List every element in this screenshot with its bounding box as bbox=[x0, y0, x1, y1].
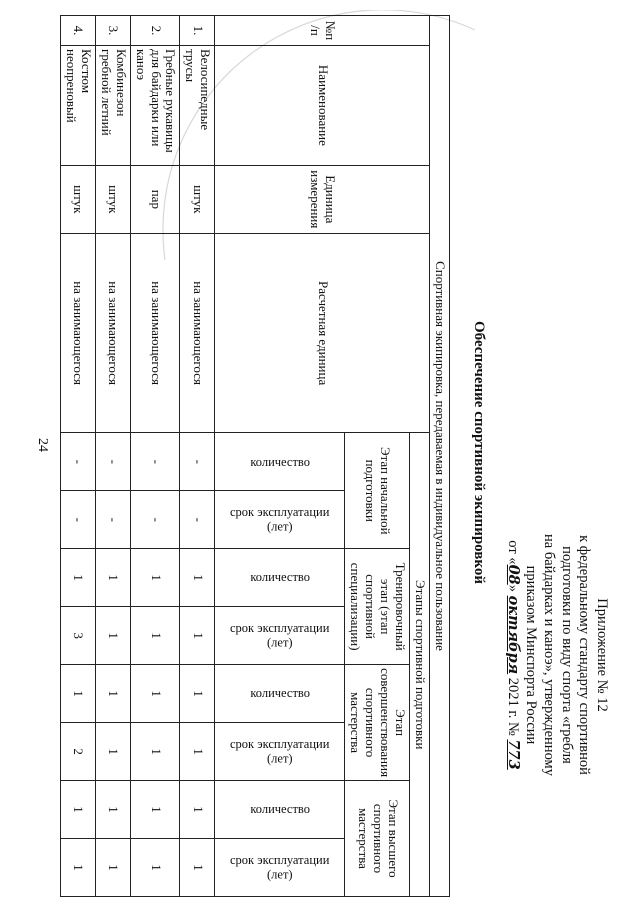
table-row bbox=[60, 16, 95, 897]
row-value: 1 bbox=[60, 549, 95, 607]
table-row bbox=[180, 16, 215, 897]
appendix-line: приказом Минспорта России bbox=[523, 565, 540, 745]
sub-header-term bbox=[215, 607, 345, 665]
sub-header-qty-label: количество bbox=[250, 802, 310, 817]
row-value: - bbox=[130, 491, 180, 549]
sub-header-qty bbox=[215, 665, 345, 723]
row-value: 1 bbox=[95, 838, 130, 896]
sub-header-qty bbox=[215, 781, 345, 839]
col-unit-header: Единица измерения bbox=[215, 165, 430, 233]
row-value: 1 bbox=[60, 781, 95, 839]
stage-header: Этап высшего спортивного мастерства bbox=[345, 781, 410, 897]
date-suffix: 2021 г. № bbox=[504, 674, 521, 740]
row-num: 1. bbox=[180, 16, 215, 46]
col-calc-header: Расчетная единица bbox=[215, 233, 430, 433]
date-month: октября bbox=[504, 595, 522, 675]
row-value: 1 bbox=[130, 838, 180, 896]
row-value: - bbox=[95, 491, 130, 549]
order-number: 773 bbox=[504, 739, 522, 770]
row-value: 1 bbox=[180, 607, 215, 665]
row-value: 1 bbox=[130, 781, 180, 839]
row-value: 2 bbox=[60, 723, 95, 781]
row-value: - bbox=[95, 433, 130, 491]
row-value: 1 bbox=[180, 838, 215, 896]
row-value: 1 bbox=[95, 781, 130, 839]
row-unit: штук bbox=[180, 165, 215, 233]
row-name: Велосипедные трусы bbox=[180, 45, 215, 165]
row-unit: штук bbox=[60, 165, 95, 233]
row-value: - bbox=[180, 491, 215, 549]
sub-header-qty-label: количество bbox=[250, 686, 310, 701]
row-value: 1 bbox=[60, 838, 95, 896]
col-num-header: №п /п bbox=[215, 16, 430, 46]
row-value: 1 bbox=[60, 665, 95, 723]
appendix-line: Приложение № 12 bbox=[594, 598, 610, 712]
sub-header-qty bbox=[215, 433, 345, 491]
row-unit: штук bbox=[95, 165, 130, 233]
row-num: 4. bbox=[60, 16, 95, 46]
row-value: 1 bbox=[130, 607, 180, 665]
row-value: 1 bbox=[130, 549, 180, 607]
equipment-table bbox=[60, 15, 450, 897]
row-num: 3. bbox=[95, 16, 130, 46]
document-title: Обеспечение спортивной экипировкой bbox=[471, 320, 487, 584]
row-value: - bbox=[130, 433, 180, 491]
row-value: 1 bbox=[180, 723, 215, 781]
row-value: - bbox=[60, 433, 95, 491]
row-value: 1 bbox=[180, 549, 215, 607]
stage-header: Этап совершенствования спортивного мастерства bbox=[345, 665, 410, 781]
row-name: Костюм неопреновый bbox=[60, 45, 95, 165]
row-value: 1 bbox=[95, 549, 130, 607]
row-value: 1 bbox=[95, 665, 130, 723]
sub-header-term bbox=[215, 723, 345, 781]
page-number: 24 bbox=[35, 438, 50, 452]
sub-header-term-label: срок эксплуатации (лет) bbox=[230, 505, 330, 534]
row-value: 1 bbox=[180, 665, 215, 723]
appendix-date-line bbox=[503, 445, 522, 865]
row-value: 1 bbox=[180, 781, 215, 839]
row-value: - bbox=[180, 433, 215, 491]
sub-header-term bbox=[215, 838, 345, 896]
row-value: 1 bbox=[130, 665, 180, 723]
sub-header-qty-label: количество bbox=[250, 454, 310, 469]
row-calc: на занимающегося bbox=[95, 233, 130, 433]
row-calc: на занимающегося bbox=[180, 233, 215, 433]
row-num: 2. bbox=[130, 16, 180, 46]
appendix-line: на байдарках и каноэ», утвержденному bbox=[540, 534, 557, 776]
row-calc: на занимающегося bbox=[60, 233, 95, 433]
row-name: Комбинезон гребной летний bbox=[95, 45, 130, 165]
appendix-line: подготовки по виду спорта «гребля bbox=[558, 546, 575, 764]
sub-header-qty-label: количество bbox=[250, 570, 310, 585]
row-name: Гребные рукавицы для байдарки или каноэ bbox=[130, 45, 180, 165]
stage-header: Этап начальной подготовки bbox=[345, 433, 410, 549]
stages-header: Этапы спортивной подготовки bbox=[410, 433, 430, 897]
date-mid: » bbox=[504, 584, 521, 596]
stage-header: Тренировочный этап (этап спортивной специализации) bbox=[345, 549, 410, 665]
table-row bbox=[430, 16, 450, 897]
row-unit: пар bbox=[130, 165, 180, 233]
group-header: Спортивная экипировка, передаваемая в индивидуальное пользование bbox=[430, 16, 450, 897]
sub-header-term bbox=[215, 491, 345, 549]
row-value: 1 bbox=[130, 723, 180, 781]
date-prefix: от « bbox=[504, 540, 521, 565]
sub-header-term-label: срок эксплуатации (лет) bbox=[230, 853, 330, 882]
appendix-header bbox=[503, 445, 610, 865]
sub-header-qty bbox=[215, 549, 345, 607]
row-value: 1 bbox=[95, 723, 130, 781]
table-row bbox=[130, 16, 180, 897]
table-row bbox=[95, 16, 130, 897]
row-value: - bbox=[60, 491, 95, 549]
appendix-line: к федеральному стандарту спортивной bbox=[576, 535, 593, 775]
row-calc: на занимающегося bbox=[130, 233, 180, 433]
col-name-header: Наименование bbox=[215, 45, 430, 165]
row-value: 3 bbox=[60, 607, 95, 665]
table-row bbox=[410, 16, 430, 897]
sub-header-term-label: срок эксплуатации (лет) bbox=[230, 621, 330, 650]
row-value: 1 bbox=[95, 607, 130, 665]
date-day: 08 bbox=[504, 564, 522, 585]
sub-header-term-label: срок эксплуатации (лет) bbox=[230, 737, 330, 766]
